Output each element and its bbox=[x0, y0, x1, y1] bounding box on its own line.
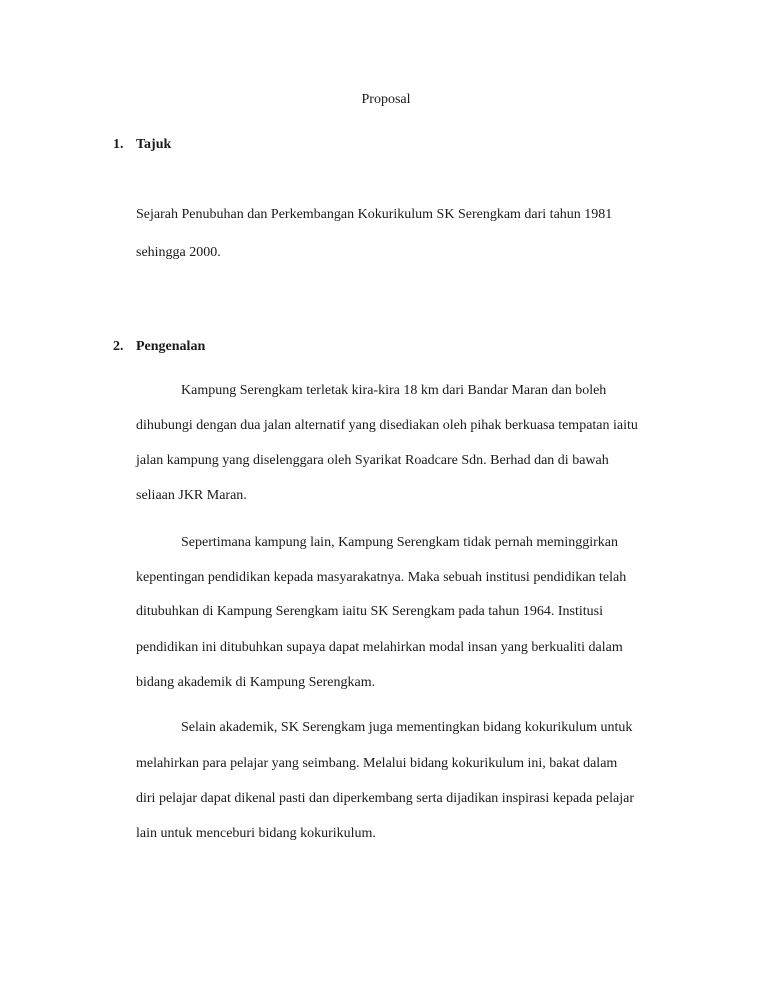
section-heading-tajuk bbox=[113, 137, 171, 153]
paragraph-line: kepentingan pendidikan kepada masyarakatnya. Maka sebuah institusi pendidikan telah bbox=[136, 570, 627, 585]
text-line: Sejarah Penubuhan dan Perkembangan Kokurikulum SK Serengkam dari tahun 1981 bbox=[136, 207, 613, 222]
paragraph-line: Kampung Serengkam terletak kira-kira 18 km dari Bandar Maran dan boleh bbox=[181, 383, 607, 398]
paragraph-line: ditubuhkan di Kampung Serengkam iaitu SK Serengkam pada tahun 1964. Institusi bbox=[136, 604, 603, 619]
paragraph-line: bidang akademik di Kampung Serengkam. bbox=[136, 675, 376, 690]
paragraph-line: dihubungi dengan dua jalan alternatif yang disediakan oleh pihak berkuasa tempatan iaitu bbox=[136, 418, 638, 433]
paragraph-line: Selain akademik, SK Serengkam juga mementingkan bidang kokurikulum untuk bbox=[181, 720, 633, 735]
paragraph-line: diri pelajar dapat dikenal pasti dan diperkembang serta dijadikan inspirasi kepada pelajar bbox=[136, 791, 634, 806]
paragraph-line: Sepertimana kampung lain, Kampung Serengkam tidak pernah meminggirkan bbox=[181, 535, 618, 550]
section-title: Pengenalan bbox=[136, 339, 206, 354]
paragraph-line: jalan kampung yang diselenggara oleh Syarikat Roadcare Sdn. Berhad dan di bawah bbox=[136, 453, 609, 468]
paragraph-line: melahirkan para pelajar yang seimbang. Melalui bidang kokurikulum ini, bakat dalam bbox=[136, 756, 618, 771]
paragraph-line: lain untuk menceburi bidang kokurikulum. bbox=[136, 826, 376, 841]
section-title: Tajuk bbox=[136, 137, 172, 152]
paragraph-line: pendidikan ini ditubuhkan supaya dapat melahirkan modal insan yang berkualiti dalam bbox=[136, 640, 623, 655]
text-line: sehingga 2000. bbox=[136, 245, 221, 260]
section-number: 1. bbox=[113, 137, 124, 152]
document-title: Proposal bbox=[361, 92, 411, 107]
section-heading-pengenalan bbox=[113, 339, 205, 355]
paragraph-line: seliaan JKR Maran. bbox=[136, 488, 247, 503]
section-number: 2. bbox=[113, 339, 124, 354]
